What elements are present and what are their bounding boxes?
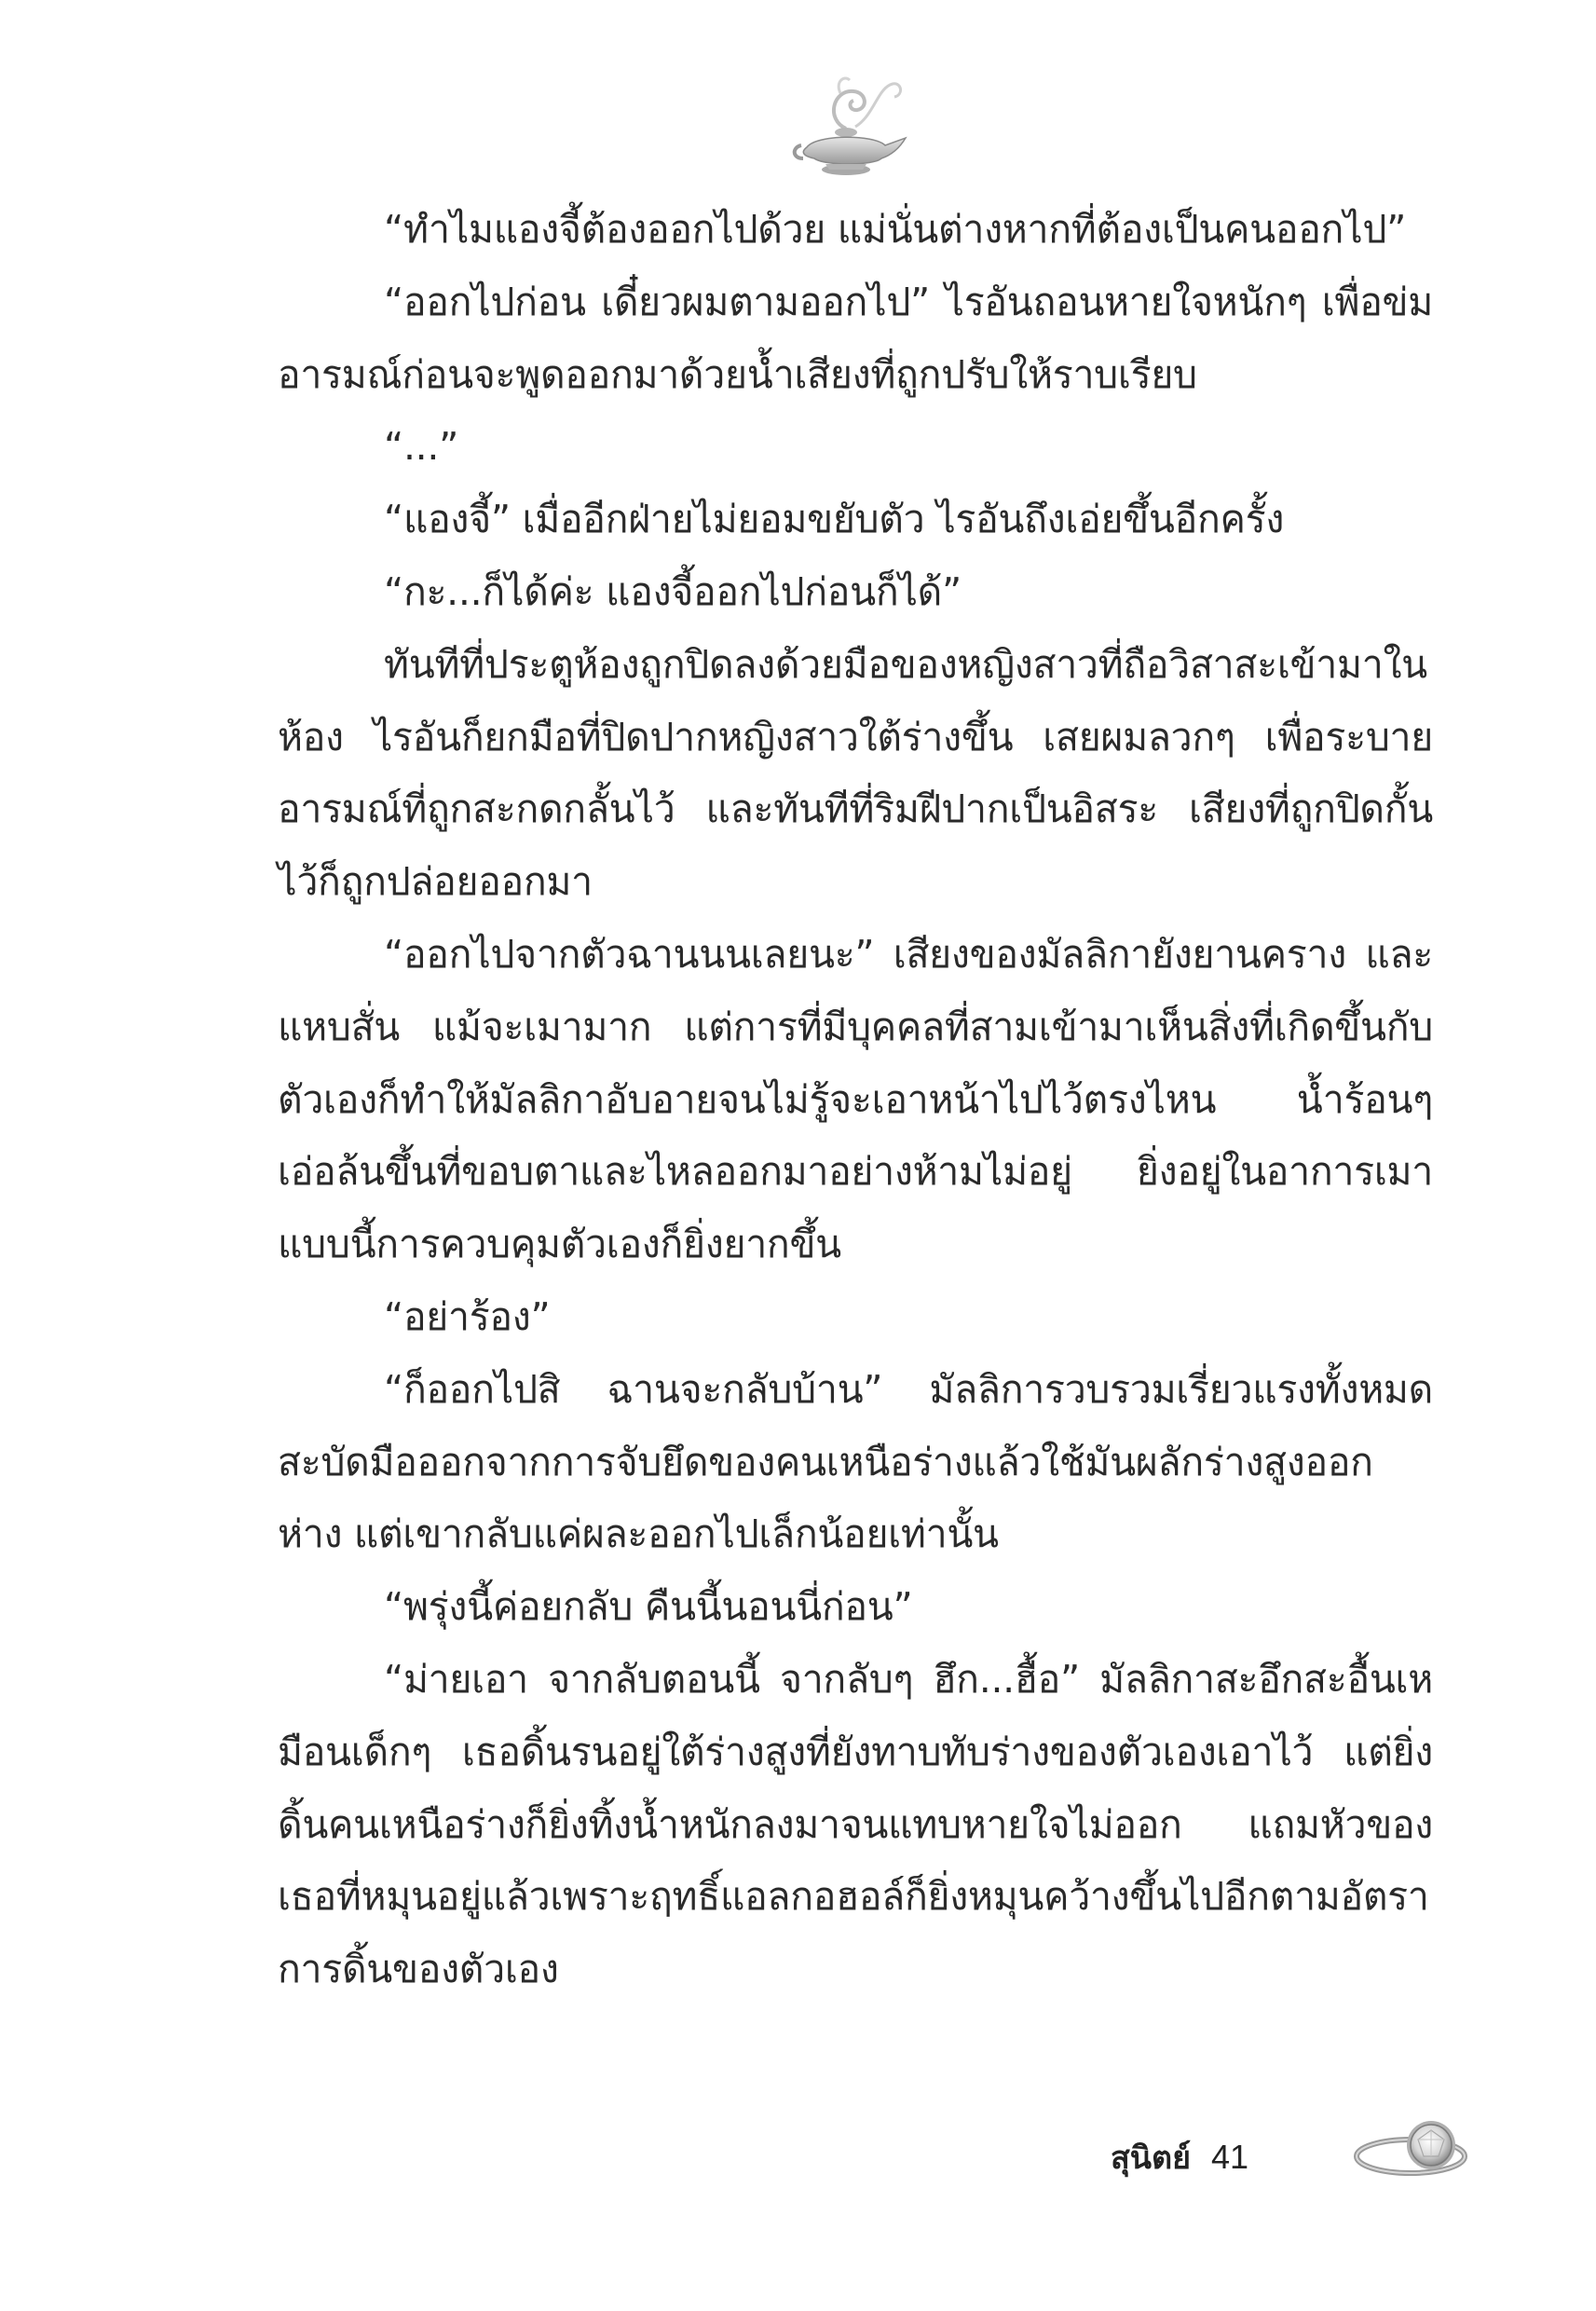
paragraph: ทันทีที่ประตูห้องถูกปิดลงด้วยมือของหญิงสาวที่ถือวิสาสะเข้ามาในห้อง ไรอันก็ยกมือที่ปิดปากหญิงสาวใต้ร่างขึ้น เสยผมลวกๆ เพื่อระบายอารมณ์ที่ถูกสะกดกลั้นไว้ และทันทีที่ริมฝีปากเป็นอิสระ เสียงที่ถูกปิดกั้นไว้ก็ถูกปล่อยออกมา [278, 641, 1433, 905]
paragraph: “กะ...ก็ได้ค่ะ แองจี้ออกไปก่อนก็ได้” [384, 568, 962, 614]
author-name: สุนิตย์ [1111, 2140, 1191, 2177]
genie-lamp-icon [788, 73, 909, 185]
paragraph: “แองจี้” เมื่ออีกฝ่ายไม่ยอมขยับตัว ไรอันถึงเอ่ยขึ้นอีกครั้ง [384, 497, 1285, 542]
diamond-ring-icon [1353, 2108, 1483, 2192]
paragraph: “ทำไมแองจี้ต้องออกไปด้วย แม่นั่นต่างหากที่ต้องเป็นคนออกไป” [384, 207, 1407, 252]
body-text [278, 194, 1433, 2006]
paragraph: “...” [384, 424, 459, 470]
paragraph: “อย่าร้อง” [384, 1293, 551, 1339]
page-footer [1111, 2115, 1248, 2199]
paragraph: “ออกไปก่อน เดี๋ยวผมตามออกไป” ไรอันถอนหายใจหนักๆ เพื่อข่มอารมณ์ก่อนจะพูดออกมาด้วยน้ำเสียงที่ถูกปรับให้ราบเรียบ [278, 279, 1433, 397]
paragraph: “ม่ายเอา จากลับตอนนี้ จากลับๆ ฮึก...ฮื้อ” มัลลิกาสะอึกสะอื้นเหมือนเด็กๆ เธอดิ้นรนอยู่ใต้ร่างสูงที่ยังทาบทับร่างของตัวเองเอาไว้ แต่ยิ่งดิ้นคนเหนือร่างก็ยิ่งทิ้งน้ำหนักลงมาจนแทบหายใจไม่ออก แถมหัวของเธอที่หมุนอยู่แล้วเพราะฤทธิ์แอลกอฮอล์ก็ยิ่งหมุนคว้างขึ้นไปอีกตามอัตราการดิ้นของตัวเอง [278, 1656, 1433, 1992]
page-number: 41 [1211, 2138, 1249, 2176]
paragraph: “พรุ่งนี้ค่อยกลับ คืนนี้นอนนี่ก่อน” [384, 1584, 913, 1630]
paragraph: “ออกไปจากตัวฉานนนเลยนะ” เสียงของมัลลิกายังยานคราง และแหบสั่น แม้จะเมามาก แต่การที่มีบุคคลที่สามเข้ามาเห็นสิ่งที่เกิดขึ้นกับตัวเองก็ทำให้มัลลิกาอับอายจนไม่รู้จะเอาหน้าไปไว้ตรงไหน น้ำร้อนๆ เอ่อล้นขึ้นที่ขอบตาและไหลออกมาอย่างห้ามไม่อยู่ ยิ่งอยู่ในอาการเมาแบบนี้การควบคุมตัวเองก็ยิ่งยากขึ้น [278, 931, 1433, 1267]
paragraph: “ก็ออกไปสิ ฉานจะกลับบ้าน” มัลลิการวบรวมเรี่ยวแรงทั้งหมดสะบัดมือออกจากการจับยึดของคนเหนือร่างแล้วใช้มันผลักร่างสูงออกห่าง แต่เขากลับแค่ผละออกไปเล็กน้อยเท่านั้น [278, 1366, 1433, 1557]
